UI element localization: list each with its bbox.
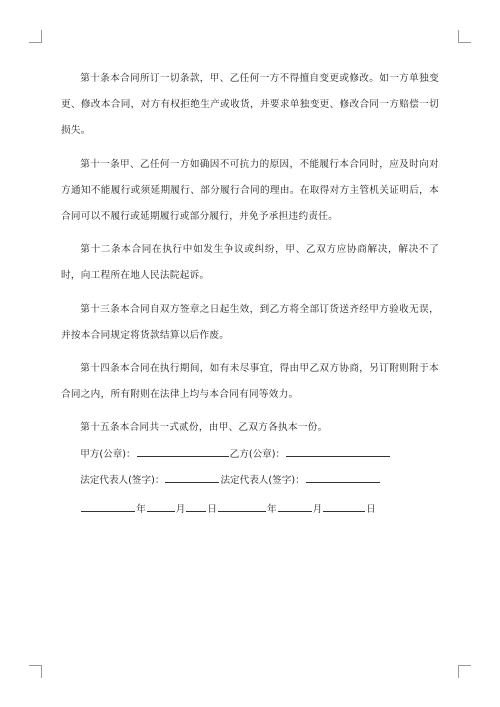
legal-rep-b-label: 法定代表人(签字)： — [220, 474, 305, 486]
clause-13: 第十三条本合同自双方签章之日起生效，到乙方将全部订货送齐经甲方验收无误，并按本合同规定将货款结算以后作废。 — [61, 303, 439, 341]
party-b-seal-label: 乙方(公章)： — [229, 448, 286, 460]
document-body — [61, 66, 439, 523]
month-b-label: 月 — [312, 503, 323, 515]
party-a-seal-label: 甲方(公章)： — [80, 448, 136, 460]
day-a-blank — [186, 501, 206, 512]
clause-11: 第十一条甲、乙任何一方如确因不可抗力的原因，不能履行本合同时，应及时向对方通知不能履行或须延期履行、部分履行合同的理由。在取得对方主管机关证明后，本合同可以不履行或延期履行或部分履行，并免予承担违约责任。 — [61, 158, 439, 223]
clause-15: 第十五条本合同共一式贰份，由甲、乙双方各执本一份。 — [80, 422, 328, 434]
crop-mark-bottom-left — [29, 665, 42, 678]
day-a-label: 日 — [207, 503, 217, 515]
crop-mark-top-right — [458, 30, 471, 43]
party-a-seal-blank — [137, 446, 229, 457]
year-a-label: 年 — [136, 503, 146, 515]
legal-rep-a-label: 法定代表人(签字)： — [80, 474, 165, 486]
legal-rep-line — [61, 468, 439, 494]
legal-rep-a-blank — [165, 472, 219, 483]
date-line — [61, 497, 439, 523]
year-b-label: 年 — [266, 503, 277, 515]
month-b-blank — [278, 501, 312, 512]
party-b-seal-blank — [286, 446, 390, 457]
clause-10: 第十条本合同所订一切条款，甲、乙任何一方不得擅自变更或修改。如一方单独变更、修改本合同，对方有权拒绝生产或收货，并要求单独变更、修改合同一方赔偿一切损失。 — [61, 73, 439, 137]
clause-14: 第十四条本合同在执行期间，如有未尽事宜，得由甲乙双方协商，另订附则附于本合同之内，所有附则在法律上均与本合同有同等效力。 — [61, 363, 439, 401]
legal-rep-b-blank — [306, 472, 380, 483]
year-a-blank — [81, 501, 135, 512]
month-a-blank — [147, 501, 175, 512]
clause-12: 第十二条本合同在执行中如发生争议或纠纷，甲、乙双方应协商解决，解决不了时，向工程所在地人民法院起诉。 — [61, 244, 439, 282]
crop-mark-top-left — [29, 30, 42, 43]
year-b-blank — [218, 501, 266, 512]
seal-line — [61, 442, 439, 468]
day-b-blank — [323, 501, 365, 512]
month-a-label: 月 — [175, 503, 186, 515]
crop-mark-bottom-right — [458, 665, 471, 678]
day-b-label: 日 — [366, 503, 376, 515]
